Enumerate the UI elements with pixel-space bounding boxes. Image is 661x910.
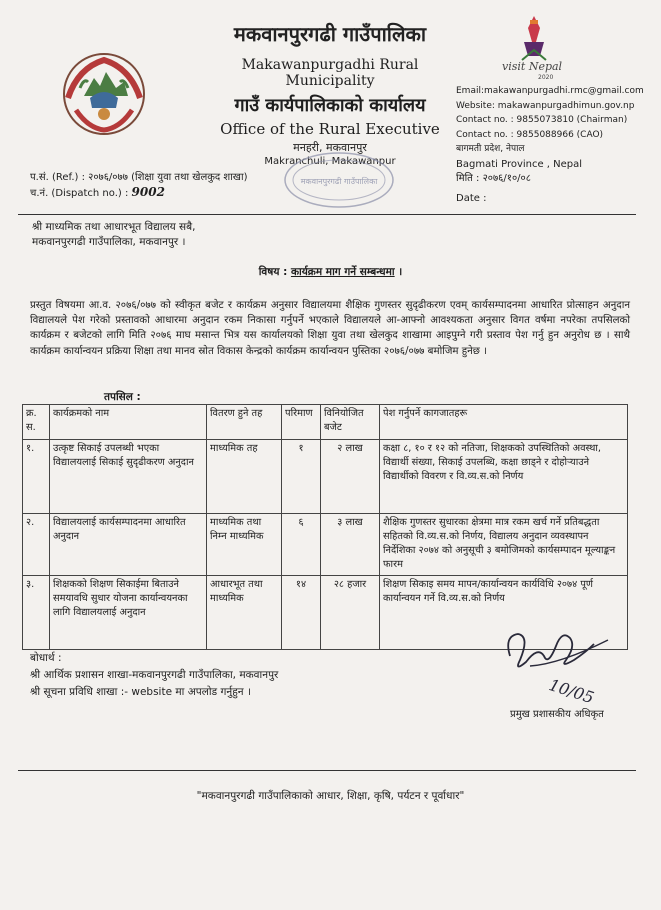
place-np: मनहरी, मकवानपुर xyxy=(293,141,367,154)
signatory-title: प्रमुख प्रशासकीय अधिकृत xyxy=(510,709,604,720)
row-documents: कक्षा ८, १० र १२ को नतिजा, शिक्षकको उपस्थितिको अवस्था, विद्यार्थी संख्या, सिकाई उपलब्धि, कक्षा छाड्ने र दोहोऱ्याउने विद्यार्थीको विवरण र वि.व्य.स.को निर्णय xyxy=(380,440,628,514)
row-distribution-level: माध्यमिक तह xyxy=(207,440,282,514)
col-documents: पेश गर्नुपर्ने कागजातहरू xyxy=(380,405,628,440)
row-documents: शैक्षिक गुणस्तर सुधारका क्षेत्रमा मात्र रकम खर्च गर्ने प्रतिबद्धता सहितको वि.व्य.स.को निर्णय, विद्यालय अनुदान व्यवस्थापन निर्देशिका २०७४ को अनुसूची ३ बमोजिमको कार्यसम्पादन मूल्याङ्कन फारम xyxy=(380,514,628,576)
dispatch-line xyxy=(30,185,247,201)
col-distribution-level: वितरण हुने तह xyxy=(207,405,282,440)
table-caption: तपसिल : xyxy=(104,391,141,403)
row-quantity: १४ xyxy=(282,576,321,650)
row-program-name: उत्कृष्ट सिकाई उपलब्धी भएका विद्यालयलाई सिकाई सुदृढीकरण अनुदान xyxy=(50,440,207,514)
province-en: Bagmati Province , Nepal xyxy=(456,159,583,170)
office-title-en: Office of the Rural Executive xyxy=(220,120,440,138)
col-sn: क्र. स. xyxy=(23,405,50,440)
row-distribution-level: माध्यमिक तथा निम्न माध्यमिक xyxy=(207,514,282,576)
table-row xyxy=(23,440,628,514)
dispatch-label: च.नं. (Dispatch no.) : xyxy=(30,188,129,199)
row-sn: २. xyxy=(23,514,50,576)
body-paragraph: प्रस्तुत विषयमा आ.व. २०७६/०७७ को स्वीकृत बजेट र कार्यक्रम अनुसार विद्यालयमा शैक्षिक गुणस्तर सुदृढीकरण एवम् कार्यसम्पादनमा आधारित प्रोत्साहन अनुदान विद्यालयले पेश गरेको प्रस्तावको आधारमा अनुदान रकम निकासा गर्नुपर्ने भएकाले विद्यालयले आ-आफ्नो आवश्यकता अनुसार विगत वर्षमा नपरेका तपसिलको कार्यक्रम र बजेटको लागि मिति २०७६ माघ मसान्त भित्र यस कार्यालयको शिक्षा युवा तथा खेलकुद शाखामा आइपुग्ने गरी प्रस्ताव पेश गर्नु हुन अनुरोध छ । साथै कार्यक्रम कार्यान्वयन प्रक्रिया शिक्षा तथा मानव स्रोत विकास केन्द्रको कार्यक्रम कार्यान्वयन पुस्तिका २०७६/०७७ बमोजिम हुनेछ । xyxy=(30,300,630,357)
municipality-title-np: मकवानपुरगढी गाउँपालिका xyxy=(233,22,427,46)
row-sn: १. xyxy=(23,440,50,514)
cc-line1: श्री आर्थिक प्रशासन शाखा-मकवानपुरगढी गाउँपालिका, मकवानपुर xyxy=(30,669,279,681)
cc-label: बोधार्थ : xyxy=(30,652,62,664)
row-documents: शिक्षण सिकाइ समय मापन/कार्यान्वयन कार्यविधि २०७४ पूर्ण कार्यान्वयन गर्ने वि.व्य.स.को निर्णय xyxy=(380,576,628,650)
subject-text: कार्यक्रम माग गर्ने सम्बन्धमा xyxy=(290,266,395,278)
contact-block xyxy=(456,84,656,157)
row-quantity: १ xyxy=(282,440,321,514)
province-np: बागमती प्रदेश, नेपाल xyxy=(456,144,525,154)
cc-line2: श्री सूचना प्रविधि शाखा :- website मा अपलोड गर्नुहुन । xyxy=(30,686,251,698)
addressee xyxy=(32,220,195,250)
reference-block xyxy=(30,170,247,201)
date-np: मिति : २०७६/१०/०८ xyxy=(456,173,531,184)
row-program-name: शिक्षकको शिक्षण सिकाईमा बिताउने समयावधि सुधार योजना कार्यान्वयनका लागि विद्यालयलाई अनुदान xyxy=(50,576,207,650)
date-label: Date : xyxy=(456,193,487,204)
row-budget: २ लाख xyxy=(321,440,380,514)
chairman-contact: Contact no. : 9855073810 (Chairman) xyxy=(456,115,628,125)
col-budget: विनियोजित बजेट xyxy=(321,405,380,440)
office-stamp-icon xyxy=(282,150,397,210)
stamp-text: मकवानपुरगढी गाउँपालिका xyxy=(300,177,378,186)
visit-nepal-year: 2020 xyxy=(538,74,554,81)
footer-divider xyxy=(18,770,636,771)
ref-number: प.सं. (Ref.) : २०७६/०७७ (शिक्षा युवा तथा खेलकुद शाखा) xyxy=(30,172,248,183)
cao-contact: Contact no. : 9855088966 (CAO) xyxy=(456,129,604,140)
office-title-np: गाउँ कार्यपालिकाको कार्यालय xyxy=(234,95,426,116)
municipality-title-en: Makawanpurgadhi Rural Municipality xyxy=(241,57,419,89)
col-quantity: परिमाण xyxy=(282,405,321,440)
addressee-line1: श्री माध्यमिक तथा आधारभूत विद्यालय सबै, xyxy=(32,221,196,233)
subject-label: विषय : xyxy=(258,266,291,278)
cc-block xyxy=(30,650,278,701)
row-budget: २८ हजार xyxy=(321,576,380,650)
signature-date: 10/05 xyxy=(546,675,597,708)
row-distribution-level: आधारभूत तथा माध्यमिक xyxy=(207,576,282,650)
visit-nepal-text: visit Nepal xyxy=(502,60,563,73)
row-quantity: ६ xyxy=(282,514,321,576)
email-text: Email:makawanpurgadhi.rmc@gmail.com xyxy=(456,86,644,96)
subject-line xyxy=(0,265,661,279)
place-en: Makranchuli, Makawanpur xyxy=(264,156,396,167)
nepal-coat-of-arms-icon xyxy=(58,48,150,140)
row-budget: ३ लाख xyxy=(321,514,380,576)
visit-nepal-logo xyxy=(494,12,574,82)
row-program-name: विद्यालयलाई कार्यसम्पादनमा आधारित अनुदान xyxy=(50,514,207,576)
row-sn: ३. xyxy=(23,576,50,650)
addressee-line2: मकवानपुरगढी गाउँपालिका, मकवानपुर । xyxy=(32,236,186,248)
col-program-name: कार्यक्रमको नाम xyxy=(50,405,207,440)
date-block xyxy=(456,158,582,206)
dispatch-number: 9002 xyxy=(131,185,165,199)
footer-motto: "मकवानपुरगढी गाउँपालिकाको आधार, शिक्षा, कृषि, पर्यटन र पूर्वाधार" xyxy=(196,790,465,802)
program-table xyxy=(22,404,628,650)
subject-end: । xyxy=(394,266,403,278)
header-divider xyxy=(18,214,636,215)
table-header-row xyxy=(23,405,628,440)
website-text: Website: makawanpurgadhimun.gov.np xyxy=(456,100,635,111)
letterhead xyxy=(195,20,465,167)
table-row xyxy=(23,514,628,576)
